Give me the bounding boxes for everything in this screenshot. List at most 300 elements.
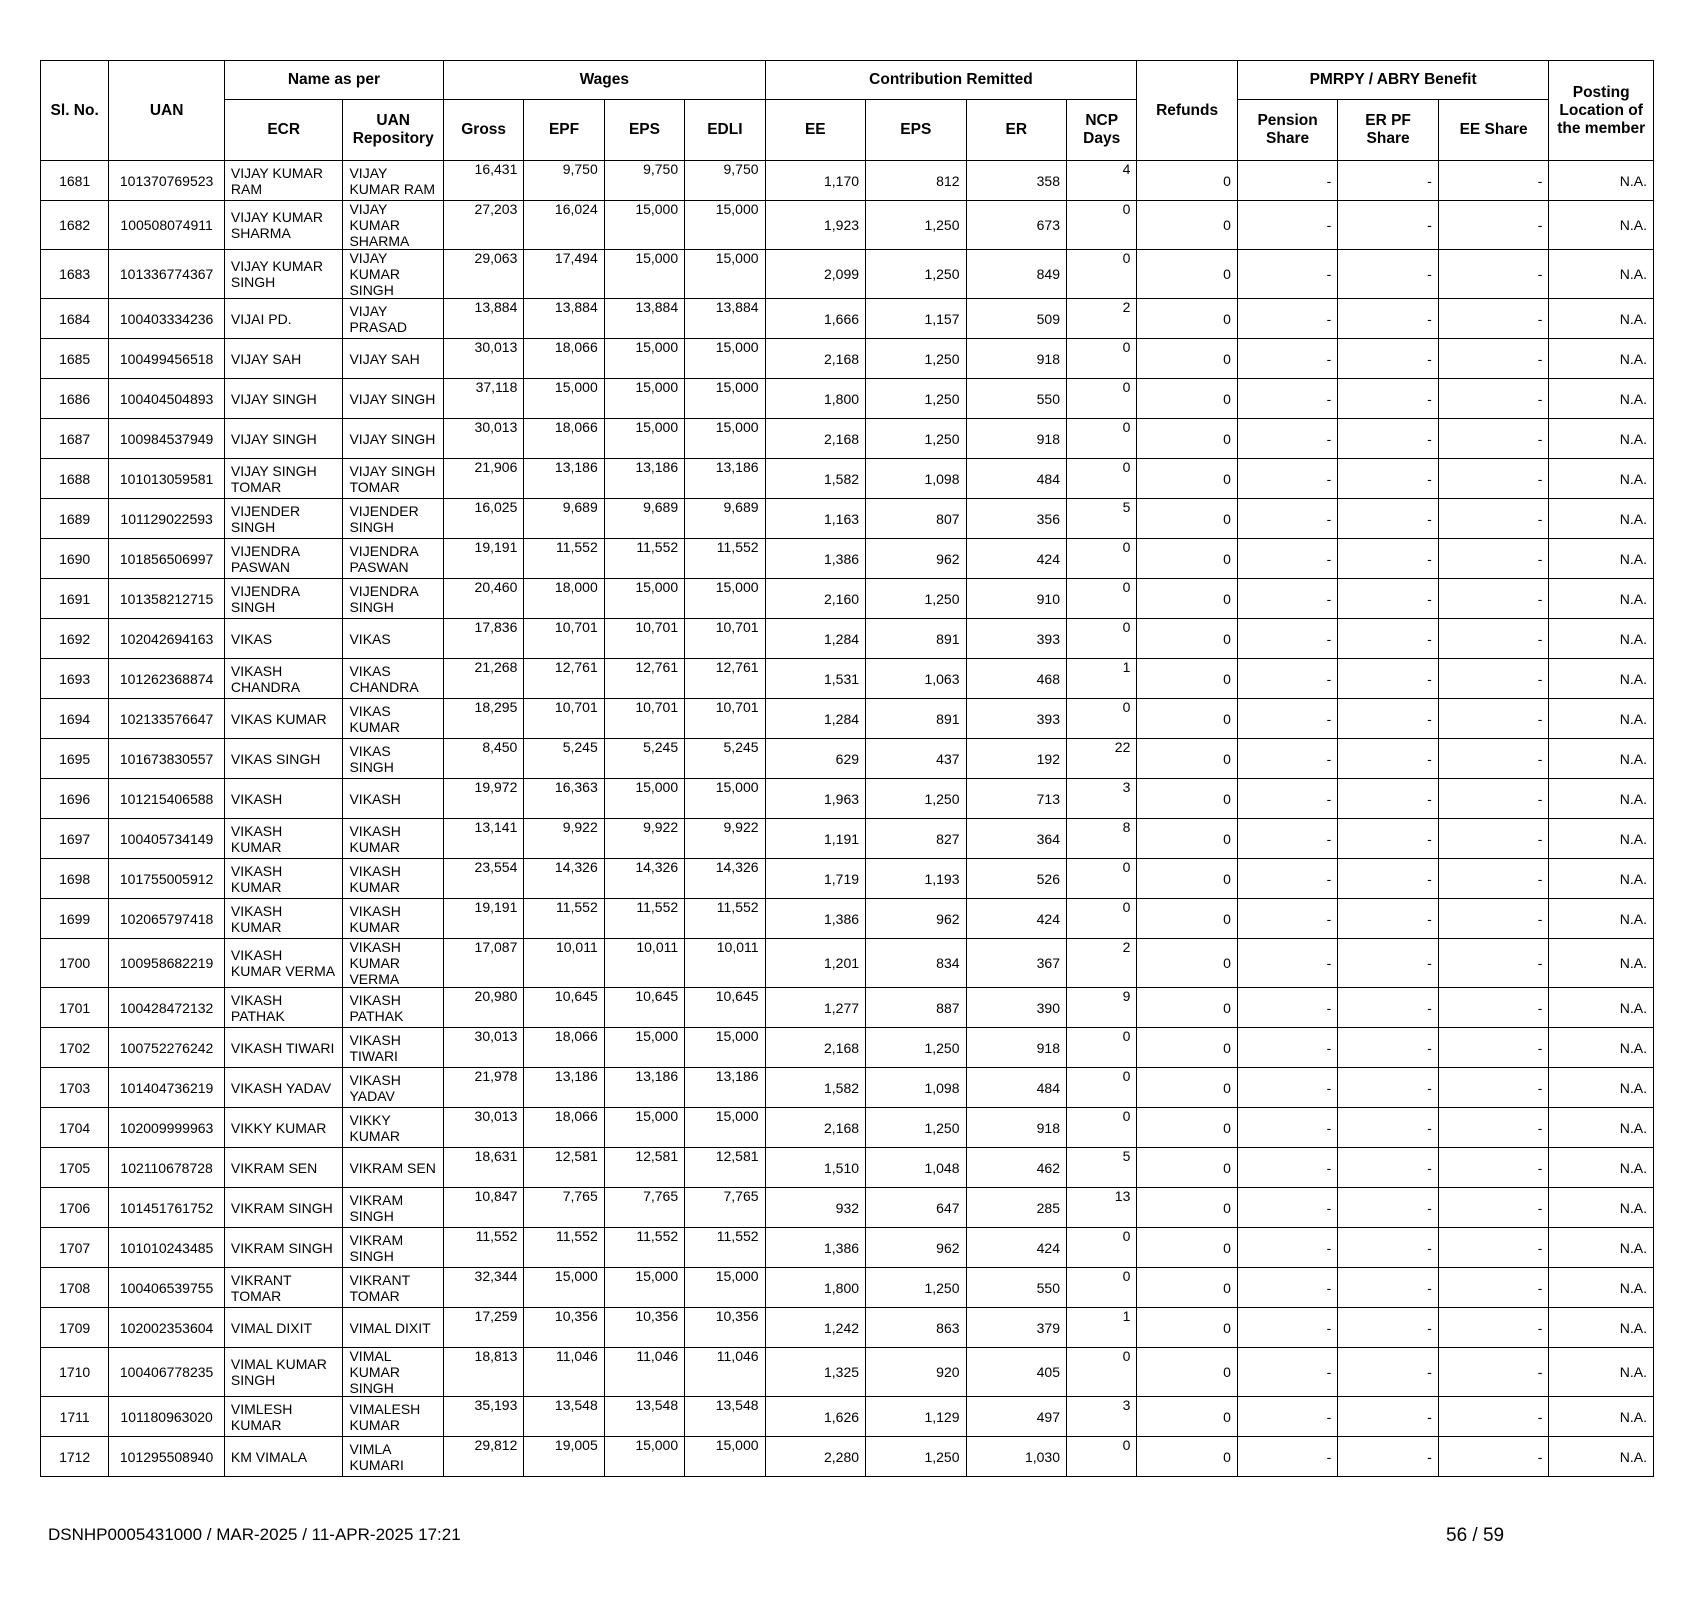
cell-ecr-name: VIKASH bbox=[224, 779, 343, 819]
cell-ee: 1,626 bbox=[765, 1397, 865, 1437]
cell-gross: 30,013 bbox=[443, 1028, 523, 1068]
cell-edli: 15,000 bbox=[685, 579, 765, 619]
header-ncp-days: NCP Days bbox=[1067, 100, 1137, 161]
header-name-as-per: Name as per bbox=[224, 61, 443, 100]
cell-uan-repository-name: VIJAY KUMAR SINGH bbox=[343, 250, 444, 299]
cell-refunds: 0 bbox=[1137, 1148, 1237, 1188]
cell-ecr-name: VIKAS KUMAR bbox=[224, 699, 343, 739]
cell-pension-share: - bbox=[1237, 699, 1337, 739]
cell-er: 509 bbox=[966, 299, 1066, 339]
cell-sl-no: 1711 bbox=[41, 1397, 109, 1437]
cell-er-pf-share: - bbox=[1338, 1228, 1438, 1268]
cell-contribution-eps: 891 bbox=[866, 699, 966, 739]
cell-epf: 11,552 bbox=[524, 1228, 604, 1268]
cell-ecr-name: VIKASH PATHAK bbox=[224, 988, 343, 1028]
cell-uan: 101370769523 bbox=[109, 161, 225, 201]
cell-ee: 1,582 bbox=[765, 1068, 865, 1108]
cell-ee-share: - bbox=[1438, 1348, 1549, 1397]
cell-ncp-days: 13 bbox=[1067, 1188, 1137, 1228]
cell-er: 918 bbox=[966, 419, 1066, 459]
cell-uan-repository-name: VIMAL DIXIT bbox=[343, 1308, 444, 1348]
cell-refunds: 0 bbox=[1137, 619, 1237, 659]
table-row bbox=[41, 619, 1654, 659]
cell-epf: 9,922 bbox=[524, 819, 604, 859]
cell-ee-share: - bbox=[1438, 659, 1549, 699]
table-row bbox=[41, 419, 1654, 459]
cell-eps: 12,581 bbox=[604, 1148, 684, 1188]
cell-ee-share: - bbox=[1438, 1308, 1549, 1348]
cell-epf: 18,066 bbox=[524, 419, 604, 459]
cell-epf: 17,494 bbox=[524, 250, 604, 299]
cell-uan: 100508074911 bbox=[109, 201, 225, 250]
cell-pension-share: - bbox=[1237, 1397, 1337, 1437]
cell-epf: 10,701 bbox=[524, 699, 604, 739]
cell-epf: 12,761 bbox=[524, 659, 604, 699]
cell-pension-share: - bbox=[1237, 619, 1337, 659]
cell-ee: 1,163 bbox=[765, 499, 865, 539]
cell-epf: 9,750 bbox=[524, 161, 604, 201]
cell-sl-no: 1699 bbox=[41, 899, 109, 939]
cell-er: 364 bbox=[966, 819, 1066, 859]
cell-refunds: 0 bbox=[1137, 988, 1237, 1028]
cell-ee-share: - bbox=[1438, 499, 1549, 539]
cell-uan-repository-name: VIKASH KUMAR VERMA bbox=[343, 939, 444, 988]
cell-posting-location: N.A. bbox=[1549, 819, 1654, 859]
cell-edli: 11,552 bbox=[685, 899, 765, 939]
cell-ncp-days: 0 bbox=[1067, 1348, 1137, 1397]
cell-ee: 1,386 bbox=[765, 539, 865, 579]
cell-pension-share: - bbox=[1237, 201, 1337, 250]
cell-ncp-days: 0 bbox=[1067, 619, 1137, 659]
cell-gross: 29,063 bbox=[443, 250, 523, 299]
cell-pension-share: - bbox=[1237, 779, 1337, 819]
cell-uan: 100404504893 bbox=[109, 379, 225, 419]
cell-refunds: 0 bbox=[1137, 739, 1237, 779]
cell-er: 390 bbox=[966, 988, 1066, 1028]
cell-er: 1,030 bbox=[966, 1437, 1066, 1477]
cell-refunds: 0 bbox=[1137, 1188, 1237, 1228]
cell-sl-no: 1686 bbox=[41, 379, 109, 419]
table-row bbox=[41, 659, 1654, 699]
cell-er: 424 bbox=[966, 899, 1066, 939]
cell-eps: 11,552 bbox=[604, 539, 684, 579]
cell-contribution-eps: 962 bbox=[866, 539, 966, 579]
ecr-contribution-table bbox=[40, 60, 1654, 1477]
cell-gross: 37,118 bbox=[443, 379, 523, 419]
cell-uan-repository-name: VIMALESH KUMAR bbox=[343, 1397, 444, 1437]
cell-contribution-eps: 863 bbox=[866, 1308, 966, 1348]
cell-eps: 15,000 bbox=[604, 250, 684, 299]
cell-epf: 16,363 bbox=[524, 779, 604, 819]
cell-eps: 10,645 bbox=[604, 988, 684, 1028]
cell-er-pf-share: - bbox=[1338, 1108, 1438, 1148]
cell-ee-share: - bbox=[1438, 939, 1549, 988]
cell-ee: 1,170 bbox=[765, 161, 865, 201]
cell-er-pf-share: - bbox=[1338, 299, 1438, 339]
cell-ee: 1,277 bbox=[765, 988, 865, 1028]
cell-ee: 1,963 bbox=[765, 779, 865, 819]
cell-eps: 7,765 bbox=[604, 1188, 684, 1228]
cell-refunds: 0 bbox=[1137, 1108, 1237, 1148]
cell-uan-repository-name: VIKASH PATHAK bbox=[343, 988, 444, 1028]
cell-ee-share: - bbox=[1438, 1188, 1549, 1228]
cell-uan: 100406539755 bbox=[109, 1268, 225, 1308]
cell-gross: 35,193 bbox=[443, 1397, 523, 1437]
cell-epf: 10,356 bbox=[524, 1308, 604, 1348]
cell-ee: 1,191 bbox=[765, 819, 865, 859]
cell-posting-location: N.A. bbox=[1549, 379, 1654, 419]
cell-ncp-days: 0 bbox=[1067, 1028, 1137, 1068]
cell-sl-no: 1704 bbox=[41, 1108, 109, 1148]
cell-posting-location: N.A. bbox=[1549, 859, 1654, 899]
cell-uan-repository-name: VIKASH TIWARI bbox=[343, 1028, 444, 1068]
cell-ncp-days: 0 bbox=[1067, 201, 1137, 250]
cell-posting-location: N.A. bbox=[1549, 579, 1654, 619]
cell-er-pf-share: - bbox=[1338, 1068, 1438, 1108]
table-row bbox=[41, 201, 1654, 250]
table-row bbox=[41, 1308, 1654, 1348]
cell-uan-repository-name: VIKRAM SINGH bbox=[343, 1188, 444, 1228]
cell-eps: 13,186 bbox=[604, 1068, 684, 1108]
cell-refunds: 0 bbox=[1137, 819, 1237, 859]
cell-sl-no: 1683 bbox=[41, 250, 109, 299]
cell-sl-no: 1694 bbox=[41, 699, 109, 739]
cell-edli: 11,552 bbox=[685, 1228, 765, 1268]
cell-er: 379 bbox=[966, 1308, 1066, 1348]
cell-ee-share: - bbox=[1438, 379, 1549, 419]
cell-refunds: 0 bbox=[1137, 579, 1237, 619]
cell-posting-location: N.A. bbox=[1549, 739, 1654, 779]
cell-ee: 1,510 bbox=[765, 1148, 865, 1188]
cell-uan-repository-name: VIJENDRA SINGH bbox=[343, 579, 444, 619]
cell-refunds: 0 bbox=[1137, 1308, 1237, 1348]
cell-refunds: 0 bbox=[1137, 1068, 1237, 1108]
cell-ecr-name: VIJAY KUMAR SINGH bbox=[224, 250, 343, 299]
cell-epf: 12,581 bbox=[524, 1148, 604, 1188]
cell-pension-share: - bbox=[1237, 739, 1337, 779]
cell-er-pf-share: - bbox=[1338, 899, 1438, 939]
cell-ecr-name: VIMAL KUMAR SINGH bbox=[224, 1348, 343, 1397]
cell-sl-no: 1712 bbox=[41, 1437, 109, 1477]
cell-refunds: 0 bbox=[1137, 659, 1237, 699]
header-refunds: Refunds bbox=[1137, 61, 1237, 161]
table-row bbox=[41, 339, 1654, 379]
cell-pension-share: - bbox=[1237, 379, 1337, 419]
cell-epf: 5,245 bbox=[524, 739, 604, 779]
cell-eps: 9,922 bbox=[604, 819, 684, 859]
cell-refunds: 0 bbox=[1137, 1268, 1237, 1308]
cell-uan: 101451761752 bbox=[109, 1188, 225, 1228]
cell-er-pf-share: - bbox=[1338, 1397, 1438, 1437]
cell-pension-share: - bbox=[1237, 419, 1337, 459]
cell-er: 405 bbox=[966, 1348, 1066, 1397]
cell-epf: 10,645 bbox=[524, 988, 604, 1028]
cell-ee-share: - bbox=[1438, 1268, 1549, 1308]
cell-uan: 101336774367 bbox=[109, 250, 225, 299]
cell-contribution-eps: 1,098 bbox=[866, 459, 966, 499]
cell-ee-share: - bbox=[1438, 819, 1549, 859]
table-row bbox=[41, 859, 1654, 899]
cell-ee-share: - bbox=[1438, 579, 1549, 619]
cell-gross: 23,554 bbox=[443, 859, 523, 899]
cell-ee-share: - bbox=[1438, 539, 1549, 579]
cell-er: 424 bbox=[966, 1228, 1066, 1268]
cell-uan-repository-name: VIKASH KUMAR bbox=[343, 819, 444, 859]
cell-er-pf-share: - bbox=[1338, 819, 1438, 859]
cell-edli: 15,000 bbox=[685, 201, 765, 250]
cell-er-pf-share: - bbox=[1338, 1348, 1438, 1397]
cell-sl-no: 1692 bbox=[41, 619, 109, 659]
cell-sl-no: 1703 bbox=[41, 1068, 109, 1108]
cell-er-pf-share: - bbox=[1338, 379, 1438, 419]
cell-uan-repository-name: VIKASH KUMAR bbox=[343, 899, 444, 939]
cell-posting-location: N.A. bbox=[1549, 939, 1654, 988]
cell-posting-location: N.A. bbox=[1549, 988, 1654, 1028]
cell-gross: 19,972 bbox=[443, 779, 523, 819]
cell-gross: 16,431 bbox=[443, 161, 523, 201]
table-row bbox=[41, 1437, 1654, 1477]
cell-ee: 1,582 bbox=[765, 459, 865, 499]
cell-gross: 17,259 bbox=[443, 1308, 523, 1348]
cell-posting-location: N.A. bbox=[1549, 419, 1654, 459]
cell-ecr-name: VIKKY KUMAR bbox=[224, 1108, 343, 1148]
cell-uan: 100403334236 bbox=[109, 299, 225, 339]
cell-posting-location: N.A. bbox=[1549, 539, 1654, 579]
cell-contribution-eps: 1,250 bbox=[866, 779, 966, 819]
cell-pension-share: - bbox=[1237, 1108, 1337, 1148]
cell-refunds: 0 bbox=[1137, 779, 1237, 819]
cell-ee: 2,160 bbox=[765, 579, 865, 619]
cell-ee: 2,168 bbox=[765, 339, 865, 379]
cell-contribution-eps: 834 bbox=[866, 939, 966, 988]
cell-contribution-eps: 1,063 bbox=[866, 659, 966, 699]
table-row bbox=[41, 579, 1654, 619]
cell-eps: 15,000 bbox=[604, 201, 684, 250]
cell-uan: 101180963020 bbox=[109, 1397, 225, 1437]
cell-uan-repository-name: VIKAS KUMAR bbox=[343, 699, 444, 739]
cell-er: 358 bbox=[966, 161, 1066, 201]
cell-posting-location: N.A. bbox=[1549, 499, 1654, 539]
cell-posting-location: N.A. bbox=[1549, 299, 1654, 339]
cell-uan-repository-name: VIJAY PRASAD bbox=[343, 299, 444, 339]
cell-ee: 1,666 bbox=[765, 299, 865, 339]
cell-epf: 18,000 bbox=[524, 579, 604, 619]
cell-ee: 1,284 bbox=[765, 619, 865, 659]
header-er: ER bbox=[966, 100, 1066, 161]
cell-ee: 2,280 bbox=[765, 1437, 865, 1477]
cell-eps: 10,011 bbox=[604, 939, 684, 988]
header-sl-no: Sl. No. bbox=[41, 61, 109, 161]
cell-er: 356 bbox=[966, 499, 1066, 539]
cell-epf: 11,552 bbox=[524, 899, 604, 939]
cell-contribution-eps: 437 bbox=[866, 739, 966, 779]
cell-sl-no: 1682 bbox=[41, 201, 109, 250]
cell-sl-no: 1702 bbox=[41, 1028, 109, 1068]
cell-epf: 13,884 bbox=[524, 299, 604, 339]
cell-gross: 21,906 bbox=[443, 459, 523, 499]
cell-eps: 11,552 bbox=[604, 1228, 684, 1268]
header-pmrpy-abry: PMRPY / ABRY Benefit bbox=[1237, 61, 1549, 100]
cell-epf: 7,765 bbox=[524, 1188, 604, 1228]
cell-sl-no: 1687 bbox=[41, 419, 109, 459]
cell-refunds: 0 bbox=[1137, 201, 1237, 250]
table-row bbox=[41, 939, 1654, 988]
cell-ecr-name: VIMAL DIXIT bbox=[224, 1308, 343, 1348]
table-body bbox=[41, 161, 1654, 1477]
table-row bbox=[41, 779, 1654, 819]
cell-sl-no: 1701 bbox=[41, 988, 109, 1028]
cell-eps: 12,761 bbox=[604, 659, 684, 699]
cell-er-pf-share: - bbox=[1338, 779, 1438, 819]
cell-contribution-eps: 807 bbox=[866, 499, 966, 539]
cell-er-pf-share: - bbox=[1338, 201, 1438, 250]
cell-ee-share: - bbox=[1438, 1148, 1549, 1188]
cell-edli: 9,922 bbox=[685, 819, 765, 859]
cell-uan-repository-name: VIJENDER SINGH bbox=[343, 499, 444, 539]
cell-gross: 21,978 bbox=[443, 1068, 523, 1108]
cell-uan-repository-name: VIKKY KUMAR bbox=[343, 1108, 444, 1148]
cell-pension-share: - bbox=[1237, 539, 1337, 579]
cell-pension-share: - bbox=[1237, 819, 1337, 859]
cell-sl-no: 1708 bbox=[41, 1268, 109, 1308]
cell-posting-location: N.A. bbox=[1549, 1188, 1654, 1228]
cell-pension-share: - bbox=[1237, 579, 1337, 619]
cell-sl-no: 1709 bbox=[41, 1308, 109, 1348]
cell-er-pf-share: - bbox=[1338, 579, 1438, 619]
cell-er-pf-share: - bbox=[1338, 1437, 1438, 1477]
cell-uan: 100428472132 bbox=[109, 988, 225, 1028]
cell-posting-location: N.A. bbox=[1549, 1028, 1654, 1068]
cell-contribution-eps: 962 bbox=[866, 1228, 966, 1268]
cell-gross: 21,268 bbox=[443, 659, 523, 699]
cell-eps: 14,326 bbox=[604, 859, 684, 899]
cell-epf: 15,000 bbox=[524, 379, 604, 419]
cell-edli: 15,000 bbox=[685, 419, 765, 459]
cell-ecr-name: VIKASH KUMAR VERMA bbox=[224, 939, 343, 988]
cell-ecr-name: VIJENDRA SINGH bbox=[224, 579, 343, 619]
cell-uan: 101010243485 bbox=[109, 1228, 225, 1268]
table-row bbox=[41, 739, 1654, 779]
cell-epf: 11,552 bbox=[524, 539, 604, 579]
header-posting-location: Posting Location of the member bbox=[1549, 61, 1654, 161]
cell-pension-share: - bbox=[1237, 161, 1337, 201]
cell-gross: 30,013 bbox=[443, 419, 523, 459]
cell-refunds: 0 bbox=[1137, 1028, 1237, 1068]
cell-uan: 101755005912 bbox=[109, 859, 225, 899]
table-row bbox=[41, 1148, 1654, 1188]
cell-edli: 15,000 bbox=[685, 250, 765, 299]
header-ecr: ECR bbox=[224, 100, 343, 161]
cell-epf: 18,066 bbox=[524, 339, 604, 379]
cell-er: 849 bbox=[966, 250, 1066, 299]
cell-contribution-eps: 962 bbox=[866, 899, 966, 939]
cell-edli: 10,701 bbox=[685, 699, 765, 739]
cell-sl-no: 1705 bbox=[41, 1148, 109, 1188]
cell-uan: 102133576647 bbox=[109, 699, 225, 739]
cell-gross: 10,847 bbox=[443, 1188, 523, 1228]
cell-pension-share: - bbox=[1237, 1068, 1337, 1108]
cell-gross: 29,812 bbox=[443, 1437, 523, 1477]
table-row bbox=[41, 250, 1654, 299]
cell-contribution-eps: 1,129 bbox=[866, 1397, 966, 1437]
cell-posting-location: N.A. bbox=[1549, 161, 1654, 201]
cell-er-pf-share: - bbox=[1338, 739, 1438, 779]
header-gross: Gross bbox=[443, 100, 523, 161]
cell-eps: 15,000 bbox=[604, 779, 684, 819]
cell-er-pf-share: - bbox=[1338, 250, 1438, 299]
cell-edli: 15,000 bbox=[685, 379, 765, 419]
cell-uan: 101215406588 bbox=[109, 779, 225, 819]
cell-gross: 18,813 bbox=[443, 1348, 523, 1397]
cell-refunds: 0 bbox=[1137, 499, 1237, 539]
cell-pension-share: - bbox=[1237, 988, 1337, 1028]
cell-contribution-eps: 827 bbox=[866, 819, 966, 859]
cell-eps: 15,000 bbox=[604, 339, 684, 379]
cell-er-pf-share: - bbox=[1338, 1268, 1438, 1308]
cell-ncp-days: 5 bbox=[1067, 1148, 1137, 1188]
cell-ee: 2,168 bbox=[765, 1108, 865, 1148]
cell-eps: 15,000 bbox=[604, 379, 684, 419]
cell-contribution-eps: 887 bbox=[866, 988, 966, 1028]
cell-ncp-days: 0 bbox=[1067, 859, 1137, 899]
cell-edli: 15,000 bbox=[685, 1028, 765, 1068]
cell-er: 484 bbox=[966, 459, 1066, 499]
cell-uan: 100752276242 bbox=[109, 1028, 225, 1068]
cell-ncp-days: 0 bbox=[1067, 250, 1137, 299]
cell-edli: 11,046 bbox=[685, 1348, 765, 1397]
table-row bbox=[41, 161, 1654, 201]
cell-ee-share: - bbox=[1438, 779, 1549, 819]
cell-epf: 15,000 bbox=[524, 1268, 604, 1308]
cell-er-pf-share: - bbox=[1338, 1308, 1438, 1348]
cell-uan-repository-name: VIKAS CHANDRA bbox=[343, 659, 444, 699]
cell-gross: 30,013 bbox=[443, 1108, 523, 1148]
cell-ee: 2,168 bbox=[765, 1028, 865, 1068]
table-row bbox=[41, 1268, 1654, 1308]
cell-posting-location: N.A. bbox=[1549, 339, 1654, 379]
cell-refunds: 0 bbox=[1137, 859, 1237, 899]
cell-ncp-days: 2 bbox=[1067, 299, 1137, 339]
cell-uan: 100405734149 bbox=[109, 819, 225, 859]
cell-sl-no: 1695 bbox=[41, 739, 109, 779]
cell-refunds: 0 bbox=[1137, 539, 1237, 579]
cell-edli: 13,186 bbox=[685, 1068, 765, 1108]
cell-ecr-name: VIJAY KUMAR RAM bbox=[224, 161, 343, 201]
cell-posting-location: N.A. bbox=[1549, 1397, 1654, 1437]
cell-contribution-eps: 1,250 bbox=[866, 579, 966, 619]
cell-ee: 1,923 bbox=[765, 201, 865, 250]
cell-contribution-eps: 920 bbox=[866, 1348, 966, 1397]
cell-ee: 1,800 bbox=[765, 379, 865, 419]
cell-gross: 19,191 bbox=[443, 899, 523, 939]
cell-eps: 5,245 bbox=[604, 739, 684, 779]
cell-ecr-name: VIKRAM SINGH bbox=[224, 1188, 343, 1228]
cell-edli: 7,765 bbox=[685, 1188, 765, 1228]
cell-refunds: 0 bbox=[1137, 299, 1237, 339]
cell-ee: 629 bbox=[765, 739, 865, 779]
cell-uan-repository-name: VIKAS bbox=[343, 619, 444, 659]
cell-gross: 20,460 bbox=[443, 579, 523, 619]
cell-gross: 11,552 bbox=[443, 1228, 523, 1268]
cell-eps: 10,701 bbox=[604, 699, 684, 739]
cell-gross: 13,141 bbox=[443, 819, 523, 859]
cell-ncp-days: 0 bbox=[1067, 1108, 1137, 1148]
cell-eps: 13,884 bbox=[604, 299, 684, 339]
cell-uan-repository-name: VIJAY SINGH TOMAR bbox=[343, 459, 444, 499]
cell-ncp-days: 1 bbox=[1067, 1308, 1137, 1348]
cell-sl-no: 1710 bbox=[41, 1348, 109, 1397]
cell-ncp-days: 4 bbox=[1067, 161, 1137, 201]
